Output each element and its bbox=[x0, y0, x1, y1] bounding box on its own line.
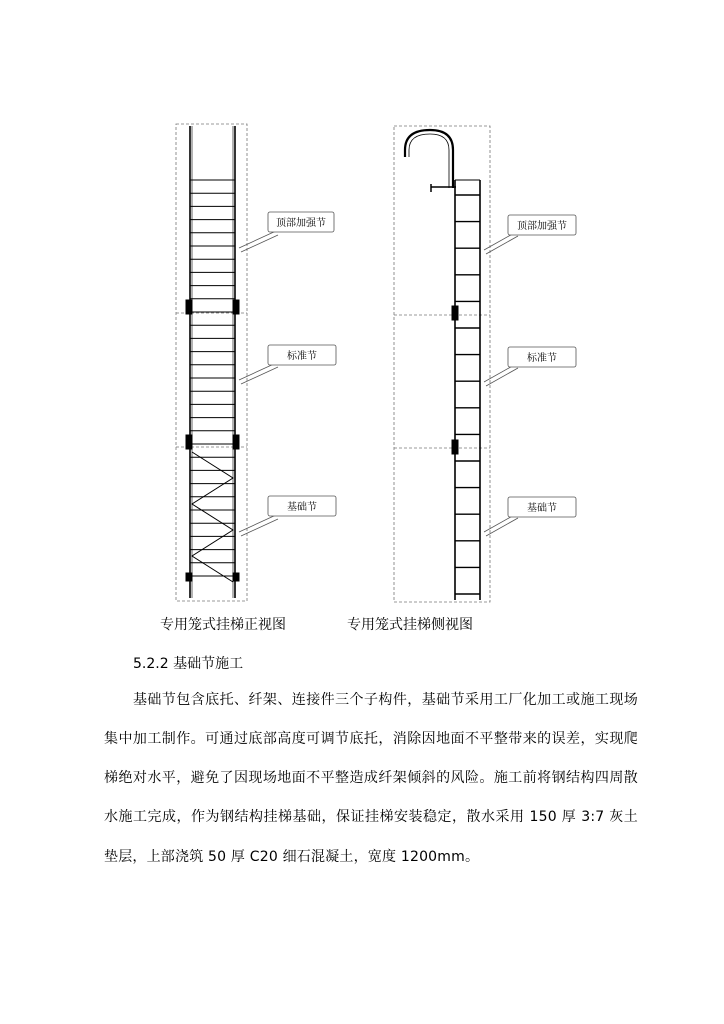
side-callout-standard bbox=[484, 347, 576, 386]
paragraph-line: 梯绝对水平，避免了因现场地面不平整造成纤架倾斜的风险。施工前将钢结构四周散 bbox=[104, 770, 638, 786]
front-callout-base-label: 基础节 bbox=[287, 502, 317, 513]
front-callout-top bbox=[239, 212, 334, 252]
front-callout-standard bbox=[239, 345, 336, 384]
side-callout-top-label: 顶部加强节 bbox=[517, 221, 567, 232]
side-view-caption: 专用笼式挂梯侧视图 bbox=[347, 617, 473, 633]
side-joint-plate bbox=[452, 440, 458, 454]
front-view-drawing bbox=[176, 124, 247, 601]
paragraph-line: 集中加工制作。可通过底部高度可调节底托，消除因地面不平整带来的误差，实现爬 bbox=[104, 731, 638, 747]
front-dashed-frame bbox=[176, 124, 247, 601]
side-callout-top bbox=[484, 215, 576, 254]
side-top-hook bbox=[405, 130, 453, 188]
front-callout-standard-label: 标准节 bbox=[287, 351, 317, 362]
side-callout-base-label: 基础节 bbox=[527, 503, 557, 514]
paragraph-line: 垫层，上部浇筑 50 厚 C20 细石混凝土，宽度 1200mm。 bbox=[104, 849, 480, 865]
section-heading: 5.2.2 基础节施工 bbox=[133, 656, 244, 672]
paragraph-line: 水施工完成，作为钢结构挂梯基础，保证挂梯安装稳定，散水采用 150 厚 3:7 灰土 bbox=[104, 809, 638, 825]
front-base-plate bbox=[233, 573, 239, 581]
front-callout-top-label: 顶部加强节 bbox=[276, 218, 326, 229]
side-rungs bbox=[455, 195, 480, 594]
front-callout-base bbox=[239, 496, 336, 536]
front-view-caption: 专用笼式挂梯正视图 bbox=[160, 617, 286, 633]
side-callout-base bbox=[484, 497, 576, 536]
front-base-plate bbox=[186, 573, 192, 581]
front-joint-plate bbox=[233, 435, 239, 449]
side-callout-standard-label: 标准节 bbox=[527, 353, 557, 364]
paragraph-line: 基础节包含底托、纤架、连接件三个子构件，基础节采用工厂化加工或施工现场 bbox=[133, 692, 638, 708]
front-joint-plate bbox=[186, 435, 192, 449]
side-dashed-frame bbox=[394, 126, 490, 602]
side-joint-plate bbox=[452, 306, 458, 320]
side-view-drawing bbox=[394, 126, 490, 602]
